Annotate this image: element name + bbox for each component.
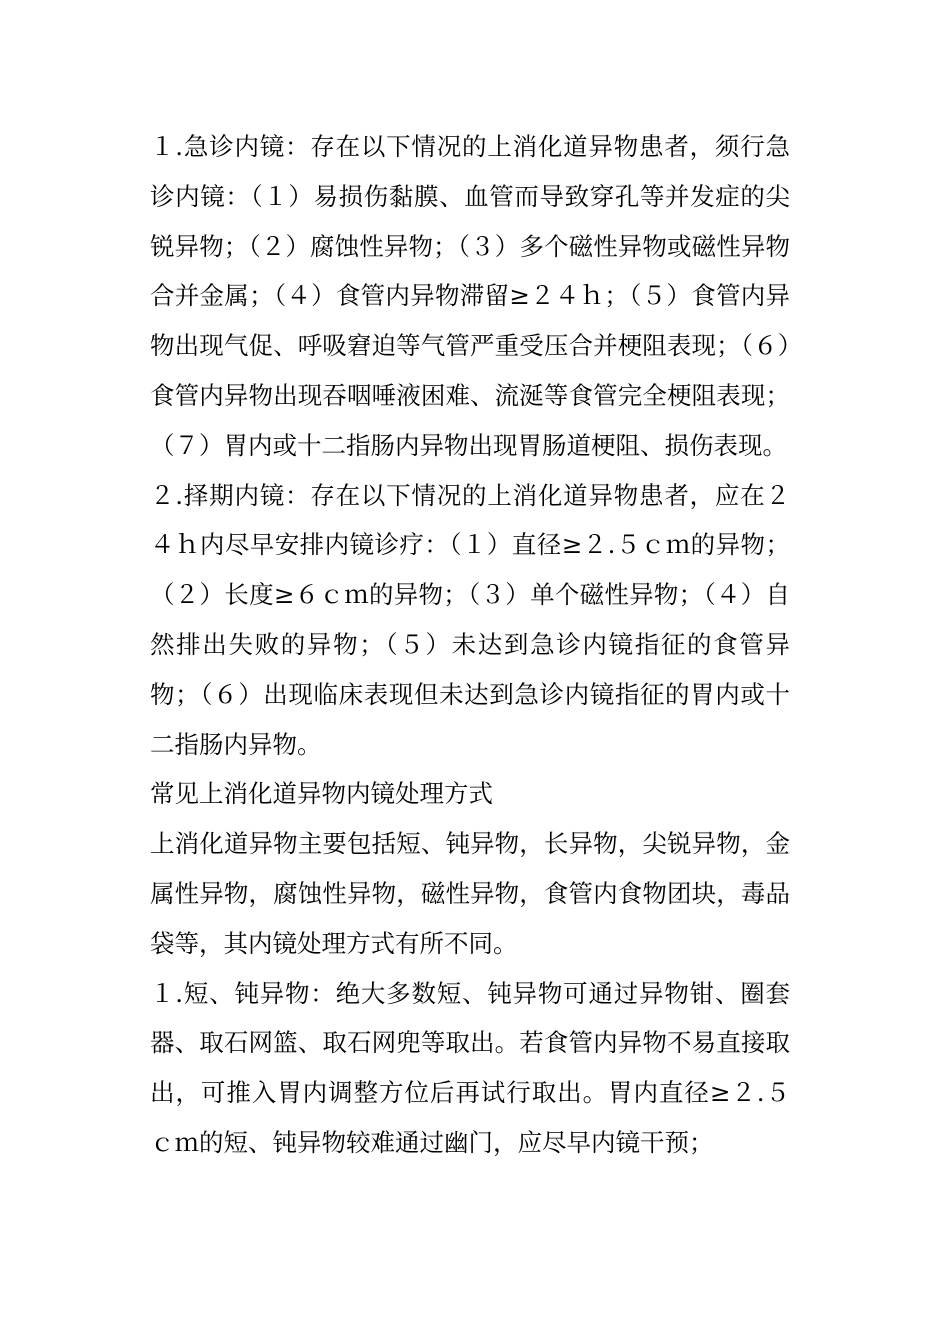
document-page — [150, 122, 790, 1168]
paragraph-foreign-body-types: 上消化道异物主要包括短、钝异物，长异物，尖锐异物，金属性异物，腐蚀性异物，磁性异物，食管内食物团块，毒品袋等，其内镜处理方式有所不同。 — [150, 829, 790, 958]
paragraph-short-blunt-objects: １.短、钝异物：绝大多数短、钝异物可通过异物钳、圈套器、取石网篮、取石网兜等取出。若食管内异物不易直接取出，可推入胃内调整方位后再试行取出。胃内直径≥２.５ｃｍ的短、钝异物较难通过幽门，应尽早内镜干预； — [150, 978, 790, 1157]
paragraph-elective-endoscopy: ２.择期内镜：存在以下情况的上消化道异物患者，应在２４ｈ内尽早安排内镜诊疗：（１）直径≥２.５ｃｍ的异物；（２）长度≥６ｃｍ的异物；（３）单个磁性异物；（４）自然排出失败的异物；（５）未达到急诊内镜指征的食管异物；（６）出现临床表现但未达到急诊内镜指征的胃内或十二指肠内异物。 — [150, 480, 790, 759]
section-title: 常见上消化道异物内镜处理方式 — [150, 779, 493, 809]
paragraph-emergency-endoscopy: １.急诊内镜：存在以下情况的上消化道异物患者，须行急诊内镜：（１）易损伤黏膜、血管而导致穿孔等并发症的尖锐异物；（２）腐蚀性异物；（３）多个磁性异物或磁性异物合并金属；（４）食管内异物滞留≥２４ｈ；（５）食管内异物出现气促、呼吸窘迫等气管严重受压合并梗阻表现；（６）食管内异物出现吞咽唾液困难、流涎等食管完全梗阻表现；（７）胃内或十二指肠内异物出现胃肠道梗阻、损伤表现。 — [150, 132, 790, 460]
